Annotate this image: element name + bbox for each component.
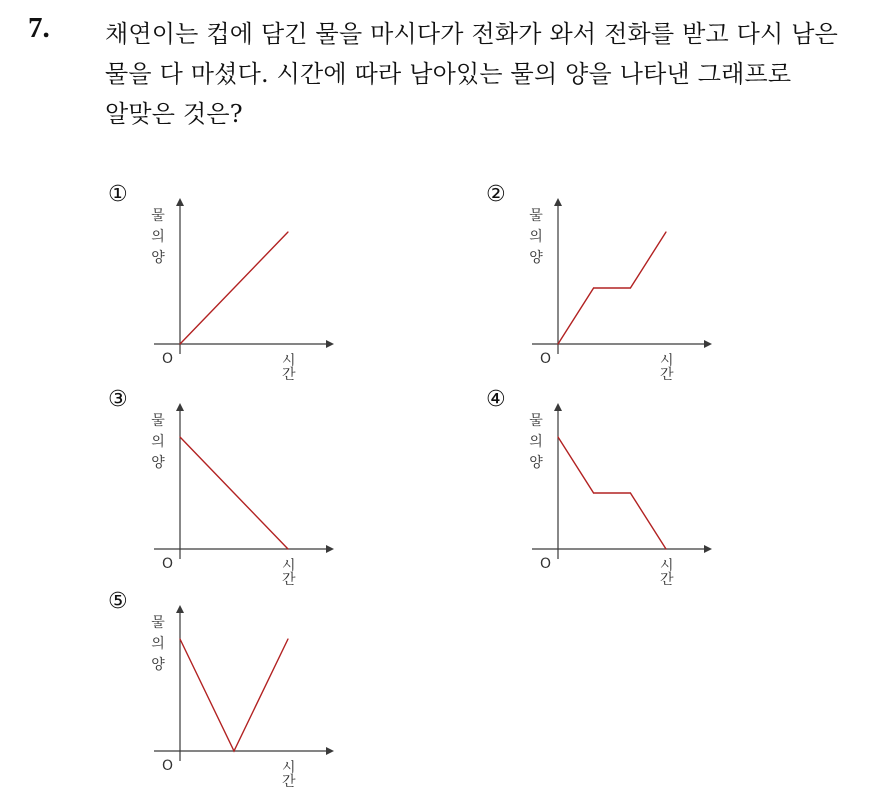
series-line — [180, 437, 288, 549]
data-point — [630, 287, 631, 288]
choice-1-plot — [108, 178, 308, 378]
data-point — [233, 750, 234, 751]
series-line — [180, 639, 288, 751]
y-axis-char: 물 — [151, 615, 165, 631]
choice-5-plot — [108, 585, 308, 785]
data-point — [287, 231, 288, 232]
data-point — [593, 492, 594, 493]
y-axis-char: 의 — [529, 229, 543, 245]
y-axis-char: 양 — [529, 455, 543, 471]
choice-3-graph[interactable] — [108, 383, 308, 588]
x-axis-arrow — [326, 340, 334, 348]
data-point — [557, 436, 558, 437]
y-axis-char: 양 — [151, 250, 165, 266]
y-axis-arrow — [554, 403, 562, 411]
data-point — [179, 343, 180, 344]
data-point — [179, 436, 180, 437]
choice-5-label: ⑤ — [108, 589, 128, 614]
data-point — [665, 231, 666, 232]
choice-1-x-axis-label: 시간 — [282, 353, 296, 383]
choice-2-x-axis-label: 시간 — [660, 353, 674, 383]
y-axis-char: 양 — [151, 455, 165, 471]
y-axis-char: 물 — [529, 208, 543, 224]
question-text: 채연이는 컵에 담긴 물을 마시다가 전화가 와서 전화를 받고 다시 남은 물을 다 마셨다. 시간에 따라 남아있는 물의 양을 나타낸 그래프로 알맞은 것은? — [105, 20, 839, 128]
series-line — [180, 232, 288, 344]
choice-1-origin-label: O — [162, 351, 174, 367]
y-axis-arrow — [176, 605, 184, 613]
x-axis-arrow — [326, 747, 334, 755]
choice-5-origin-label: O — [162, 758, 174, 774]
choice-3-x-axis-label: 시간 — [282, 558, 296, 588]
series-line — [558, 232, 666, 344]
y-axis-char: 양 — [529, 250, 543, 266]
data-point — [179, 638, 180, 639]
data-point — [557, 343, 558, 344]
choice-2-label: ② — [486, 182, 506, 207]
choice-4-x-axis-label: 시간 — [660, 558, 674, 588]
choice-5-graph[interactable] — [108, 585, 308, 790]
choice-1-graph[interactable] — [108, 178, 308, 383]
choice-3-plot — [108, 383, 308, 583]
choice-4-label: ④ — [486, 387, 506, 412]
data-point — [665, 548, 666, 549]
choice-2-plot — [486, 178, 686, 378]
data-point — [287, 548, 288, 549]
y-axis-char: 물 — [529, 413, 543, 429]
y-axis-arrow — [176, 198, 184, 206]
data-point — [593, 287, 594, 288]
y-axis-char: 의 — [529, 434, 543, 450]
choice-4-graph[interactable] — [486, 383, 686, 588]
choice-5-x-axis-label: 시간 — [282, 760, 296, 790]
y-axis-char: 의 — [151, 636, 165, 652]
y-axis-char: 양 — [151, 657, 165, 673]
x-axis-arrow — [704, 545, 712, 553]
question-number: 7. — [28, 12, 50, 44]
choice-3-label: ③ — [108, 387, 128, 412]
x-axis-arrow — [326, 545, 334, 553]
series-line — [558, 437, 666, 549]
data-point — [630, 492, 631, 493]
choice-2-origin-label: O — [540, 351, 552, 367]
y-axis-char: 물 — [151, 208, 165, 224]
y-axis-arrow — [176, 403, 184, 411]
choice-4-origin-label: O — [540, 556, 552, 572]
data-point — [287, 638, 288, 639]
choice-1-label: ① — [108, 182, 128, 207]
choice-2-graph[interactable] — [486, 178, 686, 383]
y-axis-char: 의 — [151, 229, 165, 245]
y-axis-char: 의 — [151, 434, 165, 450]
y-axis-char: 물 — [151, 413, 165, 429]
x-axis-arrow — [704, 340, 712, 348]
y-axis-arrow — [554, 198, 562, 206]
choice-3-origin-label: O — [162, 556, 174, 572]
choice-4-plot — [486, 383, 686, 583]
